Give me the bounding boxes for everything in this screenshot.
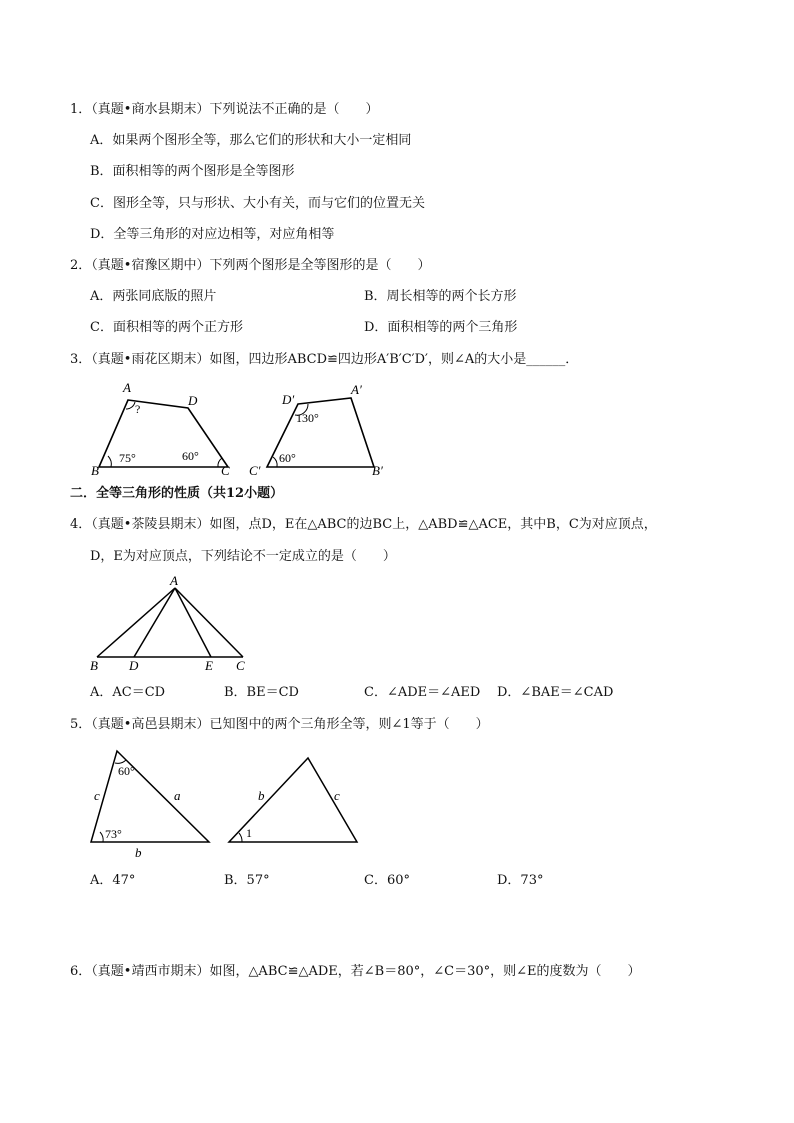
q5-option-c: C．60° [364, 873, 410, 888]
q5-side-c-left: c [94, 788, 100, 803]
q3-label-c: C [221, 463, 230, 478]
q3-quadrilateral-abcd [85, 378, 255, 478]
q4-option-b: B．BE＝CD [224, 685, 299, 700]
q2-option-b: B．周长相等的两个长方形 [364, 289, 517, 304]
q3-label-a: A [123, 380, 131, 395]
q2-stem: 2．（真题•宿豫区期中）下列两个图形是全等图形的是（ ） [70, 258, 431, 273]
q6-stem: 6．（真题•靖西市期末）如图，△ABC≌△ADE，若∠B＝80°，∠C＝30°，则∠E的度数为（ ） [70, 964, 641, 979]
q3-quadrilateral-a1b1c1d1 [245, 378, 405, 478]
q5-angle-1: 1 [246, 826, 252, 840]
q2-option-d: D．面积相等的两个三角形 [364, 320, 518, 335]
q1-option-c: C．图形全等，只与形状、大小有关，而与它们的位置无关 [90, 196, 425, 211]
q5-side-c-right: c [334, 788, 340, 803]
q4-option-a: A．AC＝CD [90, 685, 166, 700]
q4-label-e: E [205, 658, 213, 673]
q4-option-c: C．∠ADE＝∠AED [364, 685, 481, 700]
q3-stem: 3．（真题•雨花区期末）如图，四边形ABCD≌四边形A′B′C′D′，则∠A的大小是______． [70, 352, 579, 367]
q5-triangle-left [85, 745, 220, 860]
q3-label-a-prime: A′ [351, 382, 362, 397]
section-heading: 二．全等三角形的性质（共12小题） [70, 486, 284, 501]
q1-option-a: A．如果两个图形全等，那么它们的形状和大小一定相同 [90, 133, 412, 148]
q3-label-d: D [188, 393, 198, 408]
q3-angle-b-value: 75° [119, 451, 136, 465]
q3-label-c-prime: C′ [249, 463, 261, 478]
q5-triangle-right [222, 750, 367, 850]
q5-option-d: D．73° [497, 873, 544, 888]
q4-option-d: D．∠BAE＝∠CAD [497, 685, 614, 700]
q4-label-c: C [236, 658, 245, 673]
q4-label-b: B [90, 658, 98, 673]
q1-stem: 1．（真题•商水县期末）下列说法不正确的是（ ） [70, 102, 379, 117]
q4-label-d: D [129, 658, 139, 673]
q3-angle-a-unknown: ? [135, 402, 141, 416]
q1-option-d: D．全等三角形的对应边相等，对应角相等 [90, 227, 335, 242]
q5-angle-top-value: 60° [118, 764, 135, 778]
q3-angle-c-value: 60° [279, 451, 296, 465]
q3-angle-c-value: 60° [182, 449, 199, 463]
q4-triangle-abc [85, 572, 260, 677]
q4-stem-line2: D，E为对应顶点，下列结论不一定成立的是（ ） [90, 549, 396, 564]
q2-option-c: C．面积相等的两个正方形 [90, 320, 243, 335]
q5-option-a: A．47° [90, 873, 136, 888]
q5-option-b: B．57° [224, 873, 270, 888]
q3-label-d-prime: D′ [282, 392, 295, 407]
q5-stem: 5．（真题•高邑县期末）已知图中的两个三角形全等，则∠1等于（ ） [70, 717, 489, 732]
q4-label-a: A [170, 573, 178, 588]
q1-option-b: B．面积相等的两个图形是全等图形 [90, 164, 295, 179]
q3-label-b-prime: B′ [372, 463, 383, 478]
q5-side-b-left: b [135, 845, 142, 860]
q4-stem-line1: 4．（真题•茶陵县期末）如图，点D，E在△ABC的边BC上，△ABD≌△ACE，其中B，C为对应顶点， [70, 517, 657, 532]
q5-angle-left-value: 73° [105, 827, 122, 841]
q3-angle-d-value: 130° [296, 411, 319, 425]
q3-label-b: B [91, 463, 99, 478]
q5-side-a: a [174, 788, 181, 803]
q5-side-b-right: b [258, 788, 265, 803]
q2-option-a: A．两张同底版的照片 [90, 289, 217, 304]
